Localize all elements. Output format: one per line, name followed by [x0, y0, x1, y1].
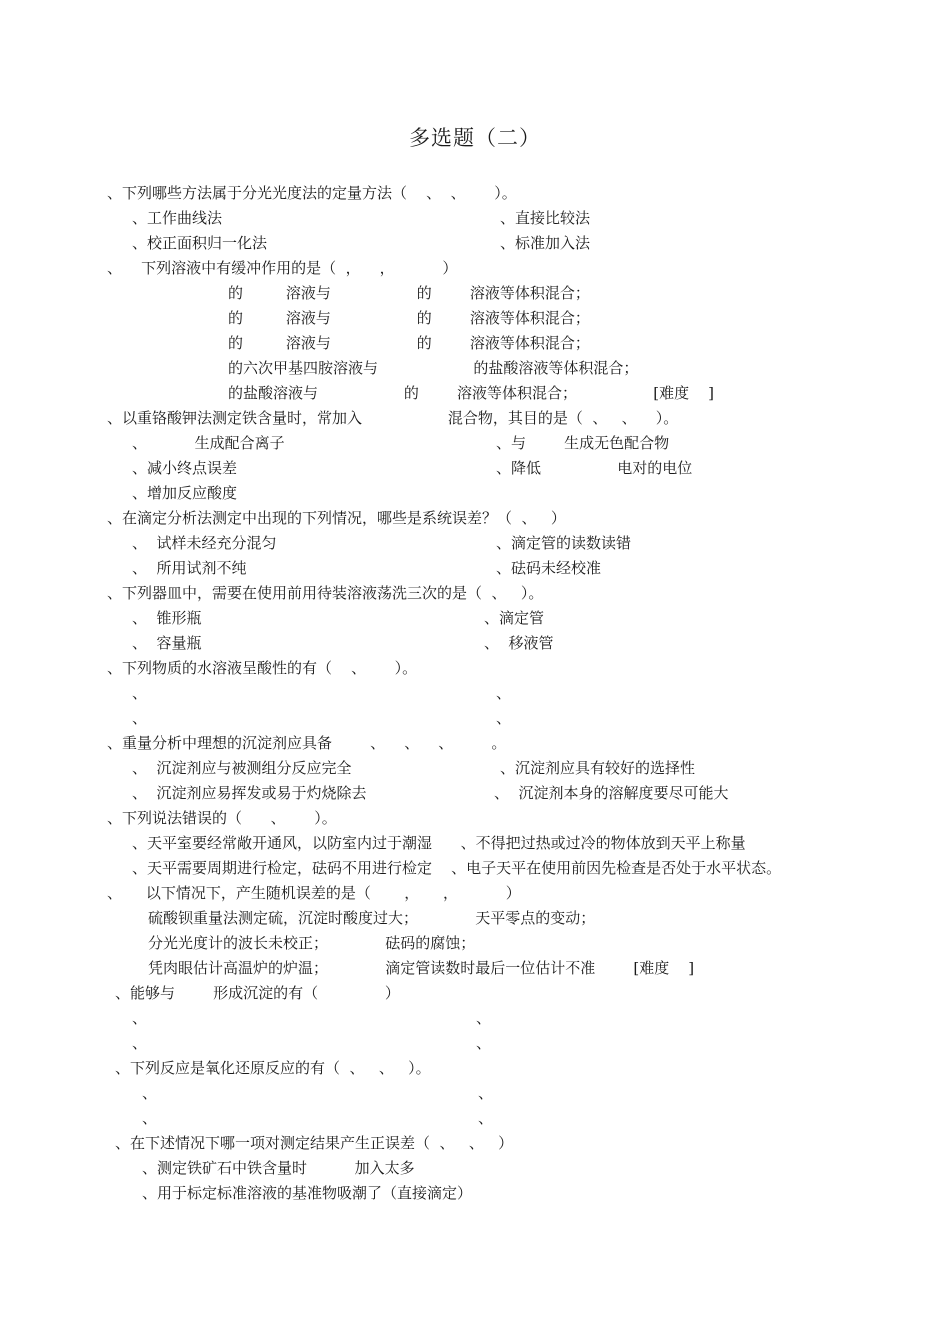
text-line: 、 — [496, 684, 512, 702]
text-line: 、 — [478, 1109, 494, 1127]
text-line: 、增加反应酸度 — [132, 484, 238, 502]
text-line: 、 沉淀剂应易挥发或易于灼烧除去 — [132, 784, 367, 802]
text-line: 、校正面积归一化法 — [132, 234, 268, 252]
text-line: 、下列器皿中，需要在使用前用待装溶液荡洗三次的是（ 、 ）。 — [107, 584, 544, 602]
text-line: 、能够与 形成沉淀的有（ ） — [115, 984, 400, 1002]
text-line: 、 — [132, 1009, 148, 1027]
text-line: 、与 生成无色配合物 — [496, 434, 670, 452]
text-line: 、 生成配合离子 — [132, 434, 285, 452]
text-line: 、 以下情况下，产生随机误差的是（ ， ， ） — [107, 884, 521, 902]
text-line: 、 — [132, 709, 148, 727]
text-line: 分光光度计的波长未校正； 砝码的腐蚀； — [148, 934, 476, 952]
text-line: 、减小终点误差 — [132, 459, 238, 477]
text-line: 、砝码未经校准 — [496, 559, 602, 577]
page-title: 多选题（二） — [409, 126, 541, 150]
text-line: 、 沉淀剂应与被测组分反应完全 — [132, 759, 352, 777]
text-line: 、 — [132, 684, 148, 702]
text-line: 、下列说法错误的（ 、 ）。 — [107, 809, 337, 827]
text-line: 、下列反应是氧化还原反应的有（ 、 、 ）。 — [115, 1059, 431, 1077]
text-line: 、 — [142, 1109, 158, 1127]
text-line: 、滴定管的读数读错 — [496, 534, 632, 552]
text-line: 、在滴定分析法测定中出现的下列情况，哪些是系统误差？（ 、 ） — [107, 509, 566, 527]
text-line: 、 下列溶液中有缓冲作用的是（ ， ， ） — [107, 259, 458, 277]
text-line: 、在下述情况下哪一项对测定结果产生正误差（ 、 、 ） — [115, 1134, 514, 1152]
text-line: 、天平需要周期进行检定，砝码不用进行检定 、电子天平在使用前因先检查是否处于水平状态。 — [132, 859, 782, 877]
text-line: 、测定铁矿石中铁含量时 加入太多 — [142, 1159, 415, 1177]
text-line: 的 溶液与 的 溶液等体积混合； — [228, 284, 590, 302]
text-line: 、 — [476, 1034, 492, 1052]
text-line: 、 — [478, 1084, 494, 1102]
text-line: 、直接比较法 — [500, 209, 591, 227]
text-line: 、下列物质的水溶液呈酸性的有（ 、 ）。 — [107, 659, 418, 677]
text-line: 、 移液管 — [484, 634, 554, 652]
text-line: 、 — [132, 1034, 148, 1052]
text-line: 硫酸钡重量法测定硫，沉淀时酸度过大； 天平零点的变动； — [148, 909, 596, 927]
text-line: 、 所用试剂不纯 — [132, 559, 247, 577]
text-line: 、 锥形瓶 — [132, 609, 202, 627]
text-line: 、 — [142, 1084, 158, 1102]
text-line: 、工作曲线法 — [132, 209, 223, 227]
text-line: 、标准加入法 — [500, 234, 591, 252]
text-line: 、滴定管 — [484, 609, 545, 627]
text-line: 、下列哪些方法属于分光光度法的定量方法（ 、 、 ）。 — [107, 184, 517, 202]
text-line: 的六次甲基四胺溶液与 的盐酸溶液等体积混合； — [228, 359, 639, 377]
text-line: 、重量分析中理想的沉淀剂应具备 、 、 、 。 — [107, 734, 507, 752]
text-line: 、天平室要经常敞开通风，以防室内过于潮湿 、不得把过热或过冷的物体放到天平上称量 — [132, 834, 746, 852]
text-line: 、 — [496, 709, 512, 727]
text-line: 、 沉淀剂本身的溶解度要尽可能大 — [494, 784, 729, 802]
text-line: 、沉淀剂应具有较好的选择性 — [500, 759, 696, 777]
text-line: 、以重铬酸钾法测定铁含量时，常加入 混合物，其目的是（ 、 、 ）。 — [107, 409, 679, 427]
text-line: 的 溶液与 的 溶液等体积混合； — [228, 334, 590, 352]
text-line: 、 试样未经充分混匀 — [132, 534, 277, 552]
text-line: 的 溶液与 的 溶液等体积混合； — [228, 309, 590, 327]
text-line: 、 — [476, 1009, 492, 1027]
text-line: 、用于标定标准溶液的基准物吸潮了（直接滴定） — [142, 1184, 473, 1202]
text-line: 的盐酸溶液与 的 溶液等体积混合； [难度 ] — [228, 384, 715, 402]
text-line: 凭肉眼估计高温炉的炉温； 滴定管读数时最后一位估计不准 [难度 ] — [148, 959, 695, 977]
text-line: 、降低 电对的电位 — [496, 459, 693, 477]
text-line: 、 容量瓶 — [132, 634, 202, 652]
